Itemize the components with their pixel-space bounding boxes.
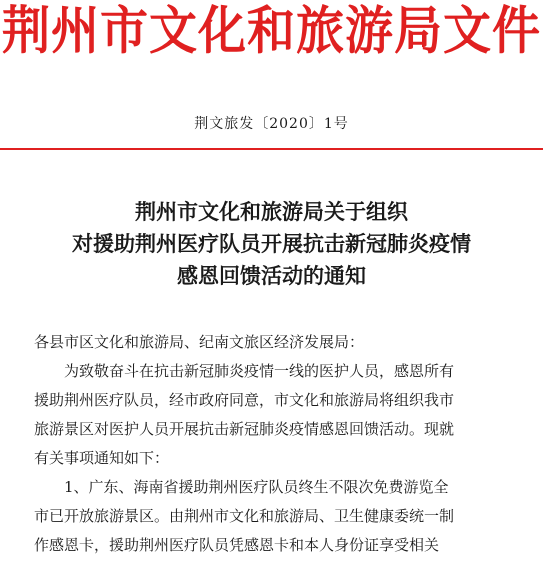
document-number: 荆文旅发〔2020〕1号	[194, 116, 349, 132]
notice-title-line-1: 荆州市文化和旅游局关于组织	[135, 199, 408, 224]
paragraph-line: 有关事项通知如下：	[34, 449, 170, 467]
notice-title-line-3: 感恩回馈活动的通知	[177, 263, 366, 288]
item-line: 作感恩卡，援助荆州医疗队员凭感恩卡和本人身份证享受相关	[34, 536, 440, 554]
paragraph-line: 为致敬奋斗在抗击新冠肺炎疫情一线的医护人员，感恩所有	[64, 362, 455, 380]
header-divider	[0, 148, 543, 150]
paragraph-line: 援助荆州医疗队员，经市政府同意，市文化和旅游局将组织我市	[34, 391, 455, 409]
salutation: 各县市区文化和旅游局、纪南文旅区经济发展局：	[34, 333, 365, 351]
notice-body	[34, 328, 516, 560]
notice-title	[0, 196, 543, 292]
notice-title-line-2: 对援助荆州医疗队员开展抗击新冠肺炎疫情	[72, 231, 471, 256]
item-line: 1、广东、海南省援助荆州医疗队员终生不限次免费游览全	[64, 478, 449, 496]
document-header-title: 荆州市文化和旅游局文件	[1, 0, 541, 62]
paragraph-line: 旅游景区对医护人员开展抗击新冠肺炎疫情感恩回馈活动。现就	[34, 420, 455, 438]
item-line: 市已开放旅游景区。由荆州市文化和旅游局、卫生健康委统一制	[34, 507, 455, 525]
